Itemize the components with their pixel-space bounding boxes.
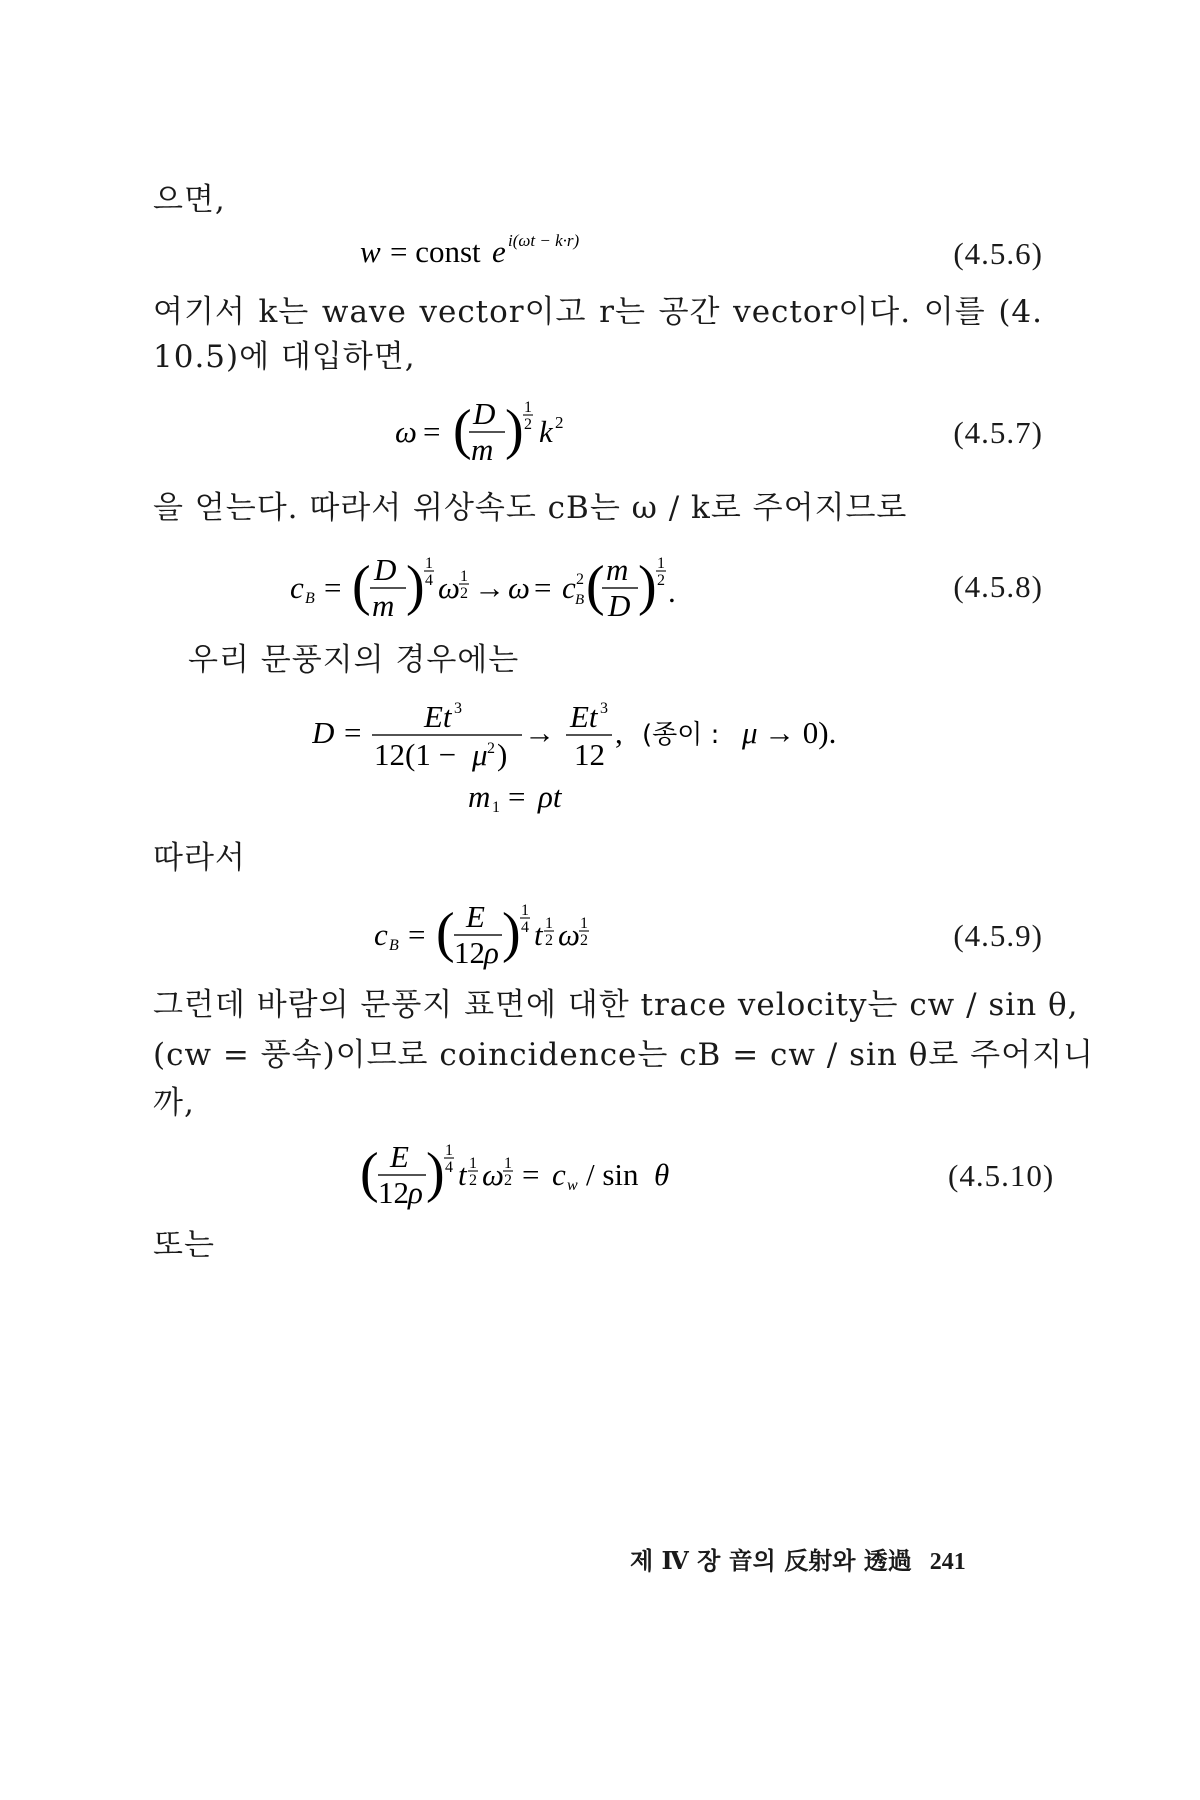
equation-4-5-9-svg	[374, 895, 614, 975]
text-line-4: 을 얻는다. 따라서 위상속도 cB는 ω / k로 주어지므로	[153, 490, 908, 526]
svg-text:e: e	[492, 234, 506, 269]
svg-text:1: 1	[521, 902, 529, 919]
svg-text:1: 1	[545, 915, 553, 932]
svg-text:(종이 :: (종이 :	[642, 720, 720, 750]
svg-text:2: 2	[580, 932, 588, 949]
svg-text:=: =	[324, 570, 342, 605]
equation-d-definition	[312, 693, 892, 784]
svg-text:3: 3	[600, 700, 608, 717]
equation-d-svg	[312, 693, 892, 773]
svg-text:12(1 −: 12(1 −	[374, 737, 457, 772]
svg-text:c: c	[552, 1157, 566, 1192]
svg-text:Et: Et	[570, 699, 598, 734]
svg-text:c: c	[374, 917, 388, 952]
svg-text:12: 12	[574, 737, 605, 772]
text-line-10: 또는	[153, 1227, 215, 1263]
svg-text:ρ: ρ	[484, 935, 499, 970]
svg-text:): )	[497, 737, 508, 772]
svg-text:=: =	[508, 779, 526, 814]
svg-text:=: =	[344, 715, 362, 750]
equation-4-5-6-svg	[360, 230, 640, 274]
svg-text:ρ: ρ	[408, 1175, 423, 1210]
svg-text:w: w	[567, 1177, 578, 1194]
text-line-9: 까,	[153, 1085, 195, 1121]
svg-text:→ 0).: → 0).	[764, 715, 837, 750]
equation-mass-svg	[468, 775, 608, 819]
svg-text:=: =	[534, 570, 552, 605]
svg-text:k: k	[539, 414, 553, 449]
svg-text:1: 1	[445, 1142, 453, 1159]
svg-text:c: c	[290, 570, 304, 605]
equation-4-5-7-svg	[395, 392, 595, 472]
svg-text:1: 1	[657, 555, 665, 572]
svg-text:D: D	[473, 396, 496, 431]
svg-text:1: 1	[425, 555, 433, 572]
text-line-7: 그런데 바람의 문풍지 표면에 대한 trace velocity는 cw / sin θ,	[153, 987, 1079, 1023]
equation-4-5-6	[360, 230, 640, 285]
svg-text:t: t	[534, 917, 543, 952]
svg-text:2: 2	[504, 1172, 512, 1189]
running-footer	[630, 1545, 966, 1578]
svg-text:→: →	[474, 570, 505, 605]
equation-number-4-5-7: (4.5.7)	[953, 415, 1043, 450]
svg-text:4: 4	[445, 1159, 453, 1176]
text-line-6: 따라서	[153, 840, 246, 876]
equation-4-5-9	[374, 895, 614, 986]
equation-4-5-10-svg	[360, 1135, 740, 1215]
equation-number-4-5-8: (4.5.8)	[953, 569, 1043, 604]
svg-text:i(ωt − k·r): i(ωt − k·r)	[508, 231, 580, 250]
svg-text:w: w	[360, 234, 381, 269]
page-number: 241	[929, 1549, 966, 1575]
svg-text:1: 1	[524, 399, 532, 416]
svg-text:): )	[638, 555, 657, 617]
svg-text:): )	[505, 399, 524, 461]
svg-text:1: 1	[492, 799, 500, 816]
svg-text:Et: Et	[424, 699, 452, 734]
svg-text:,: ,	[615, 715, 623, 750]
svg-text:(: (	[436, 902, 455, 964]
text-line-2: 여기서 k는 wave vector이고 r는 공간 vector이다. 이를 (4.	[153, 294, 1043, 330]
svg-text:2: 2	[524, 416, 532, 433]
svg-text:E: E	[390, 1139, 409, 1174]
svg-text:2: 2	[657, 572, 665, 589]
svg-text:3: 3	[454, 700, 462, 717]
svg-text:2: 2	[545, 932, 553, 949]
equation-4-5-10	[360, 1135, 740, 1226]
svg-text:μ: μ	[472, 737, 488, 772]
svg-text:): )	[406, 555, 425, 617]
svg-text:ω: ω	[438, 570, 460, 605]
svg-text:B: B	[389, 937, 399, 954]
svg-text:B: B	[575, 592, 585, 608]
svg-text:.: .	[668, 574, 676, 609]
svg-text:μ: μ	[742, 715, 758, 750]
svg-text:(: (	[586, 555, 605, 617]
svg-text:4: 4	[521, 919, 529, 936]
equation-4-5-8	[290, 548, 690, 639]
svg-text:D: D	[608, 588, 631, 623]
svg-text:ρt: ρt	[538, 779, 562, 814]
svg-text:1: 1	[469, 1155, 477, 1172]
text-line-3: 10.5)에 대입하면,	[153, 339, 416, 375]
svg-text:→: →	[524, 715, 555, 750]
svg-text:D: D	[312, 715, 335, 750]
svg-text:2: 2	[469, 1172, 477, 1189]
svg-text:m: m	[471, 432, 494, 467]
svg-text:ω: ω	[482, 1157, 504, 1192]
svg-text:2: 2	[555, 413, 564, 432]
chapter-title: 제 Ⅳ 장 音의 反射와 透過	[630, 1546, 912, 1575]
svg-text:ω: ω	[508, 570, 530, 605]
svg-text:4: 4	[425, 572, 433, 589]
equation-number-4-5-6: (4.5.6)	[953, 236, 1043, 271]
svg-text:=: =	[408, 917, 426, 952]
svg-text:/ sin: / sin	[586, 1157, 639, 1192]
equation-number-4-5-9: (4.5.9)	[953, 918, 1043, 953]
svg-text:ω: ω	[558, 917, 580, 952]
svg-text:E: E	[466, 899, 485, 934]
svg-text:= const: = const	[390, 234, 481, 269]
svg-text:B: B	[305, 590, 315, 607]
svg-text:=: =	[423, 414, 441, 449]
svg-text:(: (	[453, 399, 472, 461]
svg-text:1: 1	[504, 1155, 512, 1172]
equation-mass	[468, 775, 608, 830]
svg-text:m: m	[606, 552, 629, 587]
svg-text:t: t	[458, 1157, 467, 1192]
svg-text:12: 12	[454, 935, 485, 970]
text-line-8: (cw = 풍속)이므로 coincidence는 cB = cw / sin θ로 주어지니	[153, 1037, 1094, 1073]
text-line-1: 으면,	[153, 182, 226, 218]
svg-text:2: 2	[460, 585, 468, 602]
svg-text:θ: θ	[654, 1157, 670, 1192]
svg-text:1: 1	[460, 568, 468, 585]
svg-text:=: =	[522, 1157, 540, 1192]
svg-text:(: (	[360, 1142, 379, 1204]
svg-text:): )	[426, 1142, 445, 1204]
equation-number-4-5-10: (4.5.10)	[948, 1158, 1055, 1193]
svg-text:ω: ω	[395, 414, 417, 449]
svg-text:m: m	[468, 779, 491, 814]
svg-text:12: 12	[378, 1175, 409, 1210]
equation-4-5-7	[395, 392, 595, 483]
svg-text:): )	[502, 902, 521, 964]
svg-text:D: D	[374, 552, 397, 587]
svg-text:(: (	[352, 555, 371, 617]
text-line-5: 우리 문풍지의 경우에는	[188, 642, 520, 678]
svg-text:1: 1	[580, 915, 588, 932]
svg-text:c: c	[562, 570, 576, 605]
svg-text:2: 2	[487, 740, 495, 757]
equation-4-5-8-svg	[290, 548, 690, 628]
svg-text:2: 2	[576, 571, 584, 588]
svg-text:m: m	[372, 588, 395, 623]
